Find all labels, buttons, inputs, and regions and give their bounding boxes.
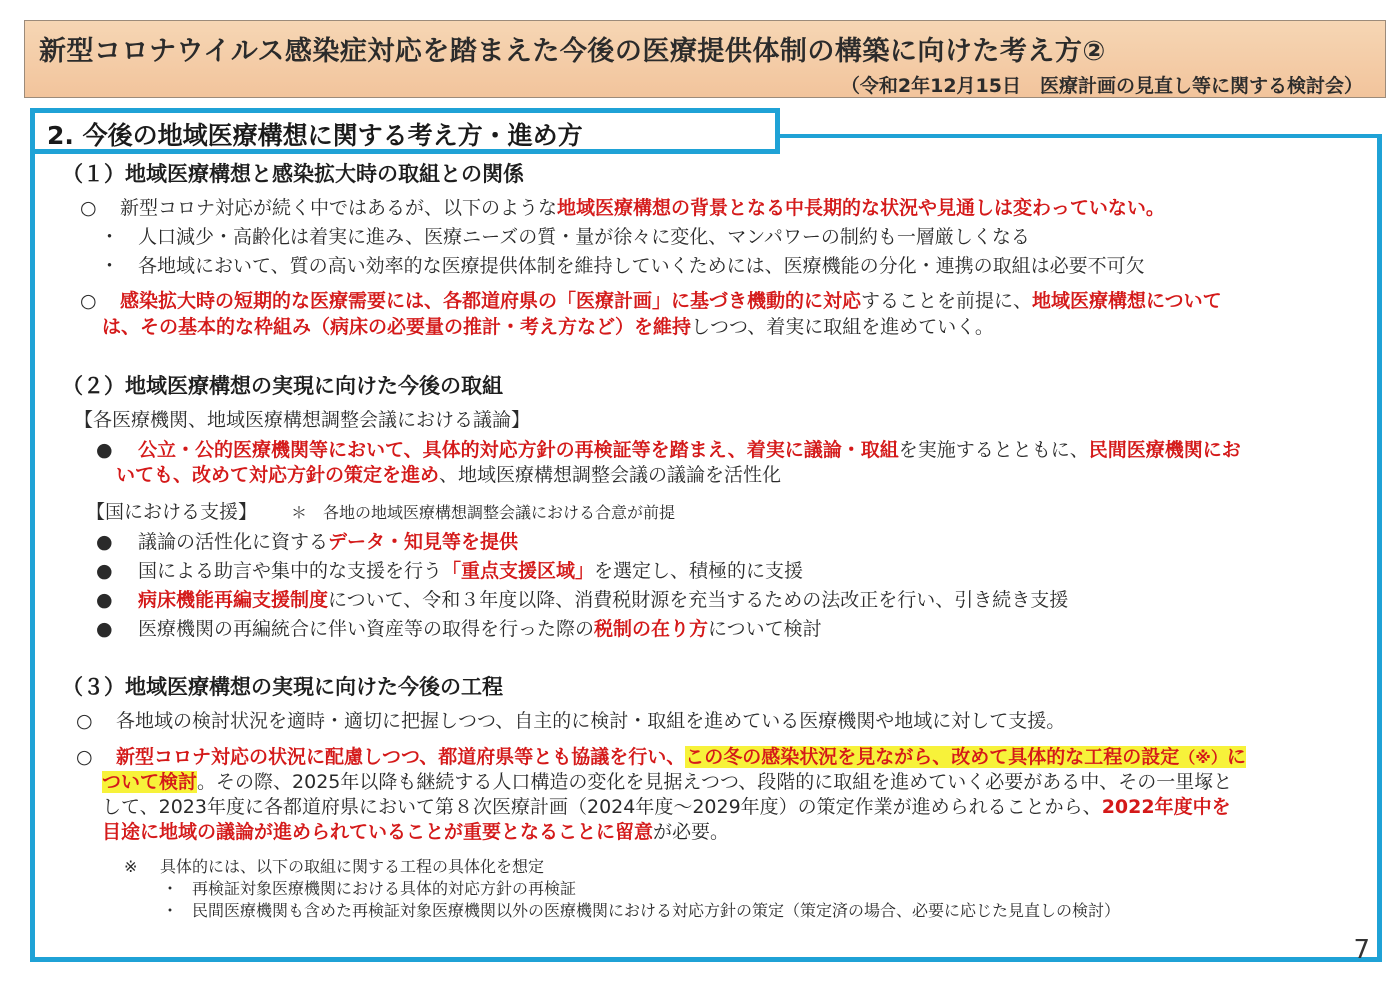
s2-item-a-line2	[116, 463, 781, 487]
bullet-mark: ●	[96, 589, 113, 611]
s2-c1-text: 議論の活性化に資する	[138, 531, 329, 553]
s1-p2-emphasis1: 感染拡大時の短期的な医療需要には、各都道府県の「医療計画」に基づき機動的に対応	[120, 290, 862, 312]
s3-p2-highlight2: ついて検討	[102, 771, 198, 793]
s1-bullet1	[100, 225, 1030, 249]
s3-footnote	[124, 855, 544, 879]
document-subtitle: （令和2年12月15日 医療計画の見直し等に関する検討会）	[840, 75, 1363, 97]
s3-p2-text2: して、2023年度に各都道府県において第８次医療計画（2024年度～2029年度）の策定作業が進められることから、	[102, 796, 1102, 818]
s3-p2-emphasis1: 新型コロナ対応の状況に配慮しつつ、都道府県等とも協議を行い、	[116, 746, 686, 768]
dot-mark: ・	[162, 879, 179, 898]
s3-heading: （３）地域医療構想の実現に向けた今後の工程	[62, 675, 503, 699]
s1-bullet2-text: 各地域において、質の高い効率的な医療提供体制を維持していくためには、医療機能の分化・連携の取組は必要不可欠	[138, 255, 1145, 277]
s3-p2-reference-mark: （※）	[1179, 748, 1227, 767]
s2-c2-emphasis: 「重点支援区域」	[442, 560, 595, 582]
s3-p2-highlight-end: に	[1226, 746, 1246, 768]
s2-c2-text2: を選定し、積極的に支援	[594, 560, 804, 582]
s3-footnote-item2	[162, 899, 1120, 923]
s2-a-emphasis2: 民間医療機関にお	[1088, 439, 1241, 461]
s1-p1-text: 新型コロナ対応が続く中ではあるが、以下のような	[120, 197, 558, 219]
s1-p2-text1: することを前提に、	[861, 290, 1033, 312]
s2-c1-emphasis: データ・知見等を提供	[328, 531, 519, 553]
s1-p1-emphasis: 地域医療構想の背景となる中長期的な状況や見通しは変わっていない。	[557, 197, 1165, 219]
document-title: 新型コロナウイルス感染症対応を踏まえた今後の医療提供体制の構築に向けた考え方②	[39, 36, 1106, 67]
s3-footnote-item1	[162, 877, 576, 901]
s2-subheading-national	[86, 500, 675, 525]
s2-c2-text1: 国による助言や集中的な支援を行う	[138, 560, 443, 582]
bullet-mark: ●	[96, 439, 113, 461]
s3-p2-emphasis3: 目途に地域の議論が進められていることが重要となることに留意	[102, 821, 654, 843]
footnote-mark: ※	[124, 857, 138, 876]
circle-mark: ○	[80, 197, 97, 219]
s1-para1	[80, 196, 1165, 220]
s3-para2-line2	[102, 770, 1232, 794]
bullet-mark: ●	[96, 531, 113, 553]
s2-sub2-label: 【国における支援】	[86, 501, 258, 523]
s2-item-c4	[96, 617, 822, 641]
s3-para2-line4	[102, 820, 729, 844]
s2-heading: （２）地域医療構想の実現に向けた今後の取組	[62, 374, 503, 398]
s3-footnote-item2-text: 民間医療機関も含めた再検証対象医療機関以外の医療機関における対応方針の策定（策定済の場合、必要に応じた見直しの検討）	[192, 901, 1121, 920]
s2-a-emphasis1: 公立・公的医療機関等において、具体的対応方針の再検証等を踏まえ、着実に議論・取組	[138, 439, 899, 461]
s3-para2-line1	[76, 745, 1246, 770]
s3-p2-highlight-text: この冬の感染状況を見ながら、改めて具体的な工程の設定	[685, 746, 1180, 768]
s3-p2-text3: が必要。	[653, 821, 730, 843]
s1-para2-line1	[80, 289, 1222, 313]
s2-a-emphasis3: いても、改めて対応方針の策定を進め	[116, 464, 440, 486]
circle-mark: ○	[76, 746, 93, 768]
s2-note: ＊ 各地の地域医療構想調整会議における合意が前提	[291, 503, 676, 522]
page-number: 7	[1353, 935, 1370, 965]
s2-a-text2: 、地域医療構想調整会議の議論を活性化	[439, 464, 782, 486]
s3-p1-text: 各地域の検討状況を適時・適切に把握しつつ、自主的に検討・取組を進めている医療機関や地域に対して支援。	[116, 710, 1066, 732]
s3-p2-highlight1	[685, 746, 1246, 768]
s3-para1	[76, 709, 1065, 733]
dot-mark: ・	[162, 901, 179, 920]
header-banner	[24, 20, 1386, 98]
s1-bullet2	[100, 254, 1145, 278]
s3-para2-line3	[102, 795, 1231, 819]
s2-item-c3	[96, 588, 1068, 612]
section-tab	[30, 108, 780, 154]
bullet-mark: ●	[96, 560, 113, 582]
circle-mark: ○	[80, 290, 97, 312]
s2-c4-emphasis: 税制の在り方	[594, 618, 709, 640]
s2-c4-text1: 医療機関の再編統合に伴い資産等の取得を行った際の	[138, 618, 595, 640]
s2-subheading-institutions: 【各医療機関、地域医療構想調整会議における議論】	[74, 409, 531, 431]
s3-p2-text1: 。その際、2025年以降も継続する人口構造の変化を見据えつつ、段階的に取組を進めていく必要がある中、その一里塚と	[197, 771, 1233, 793]
circle-mark: ○	[76, 710, 93, 732]
s1-para2-line2	[102, 315, 994, 339]
s3-p2-emphasis2: 2022年度中を	[1101, 796, 1231, 818]
s1-p2-emphasis3: は、その基本的な枠組み（病床の必要量の推計・考え方など）を維持	[102, 316, 692, 338]
section-title: 2. 今後の地域医療構想に関する考え方・進め方	[47, 121, 583, 150]
bullet-mark: ●	[96, 618, 113, 640]
s2-c3-text: について、令和３年度以降、消費税財源を充当するための法改正を行い、引き続き支援	[328, 589, 1069, 611]
s2-item-a-line1	[96, 438, 1241, 462]
s1-bullet1-text: 人口減少・高齢化は着実に進み、医療ニーズの質・量が徐々に変化、マンパワーの制約も一層厳しくなる	[138, 226, 1030, 248]
s2-item-c2	[96, 559, 803, 583]
s2-c4-text2: について検討	[708, 618, 822, 640]
s1-p2-emphasis2: 地域医療構想について	[1032, 290, 1222, 312]
s1-heading: （１）地域医療構想と感染拡大時の取組との関係	[62, 162, 524, 186]
s3-footnote-text: 具体的には、以下の取組に関する工程の具体化を想定	[160, 857, 545, 876]
s2-a-text1: を実施するとともに、	[898, 439, 1089, 461]
s3-footnote-item1-text: 再検証対象医療機関における具体的対応方針の再検証	[192, 879, 577, 898]
dot-mark: ・	[100, 226, 120, 248]
s2-item-c1	[96, 530, 518, 554]
s1-p2-text2: しつつ、着実に取組を進めていく。	[691, 316, 994, 338]
s2-c3-emphasis: 病床機能再編支援制度	[138, 589, 329, 611]
dot-mark: ・	[100, 255, 120, 277]
